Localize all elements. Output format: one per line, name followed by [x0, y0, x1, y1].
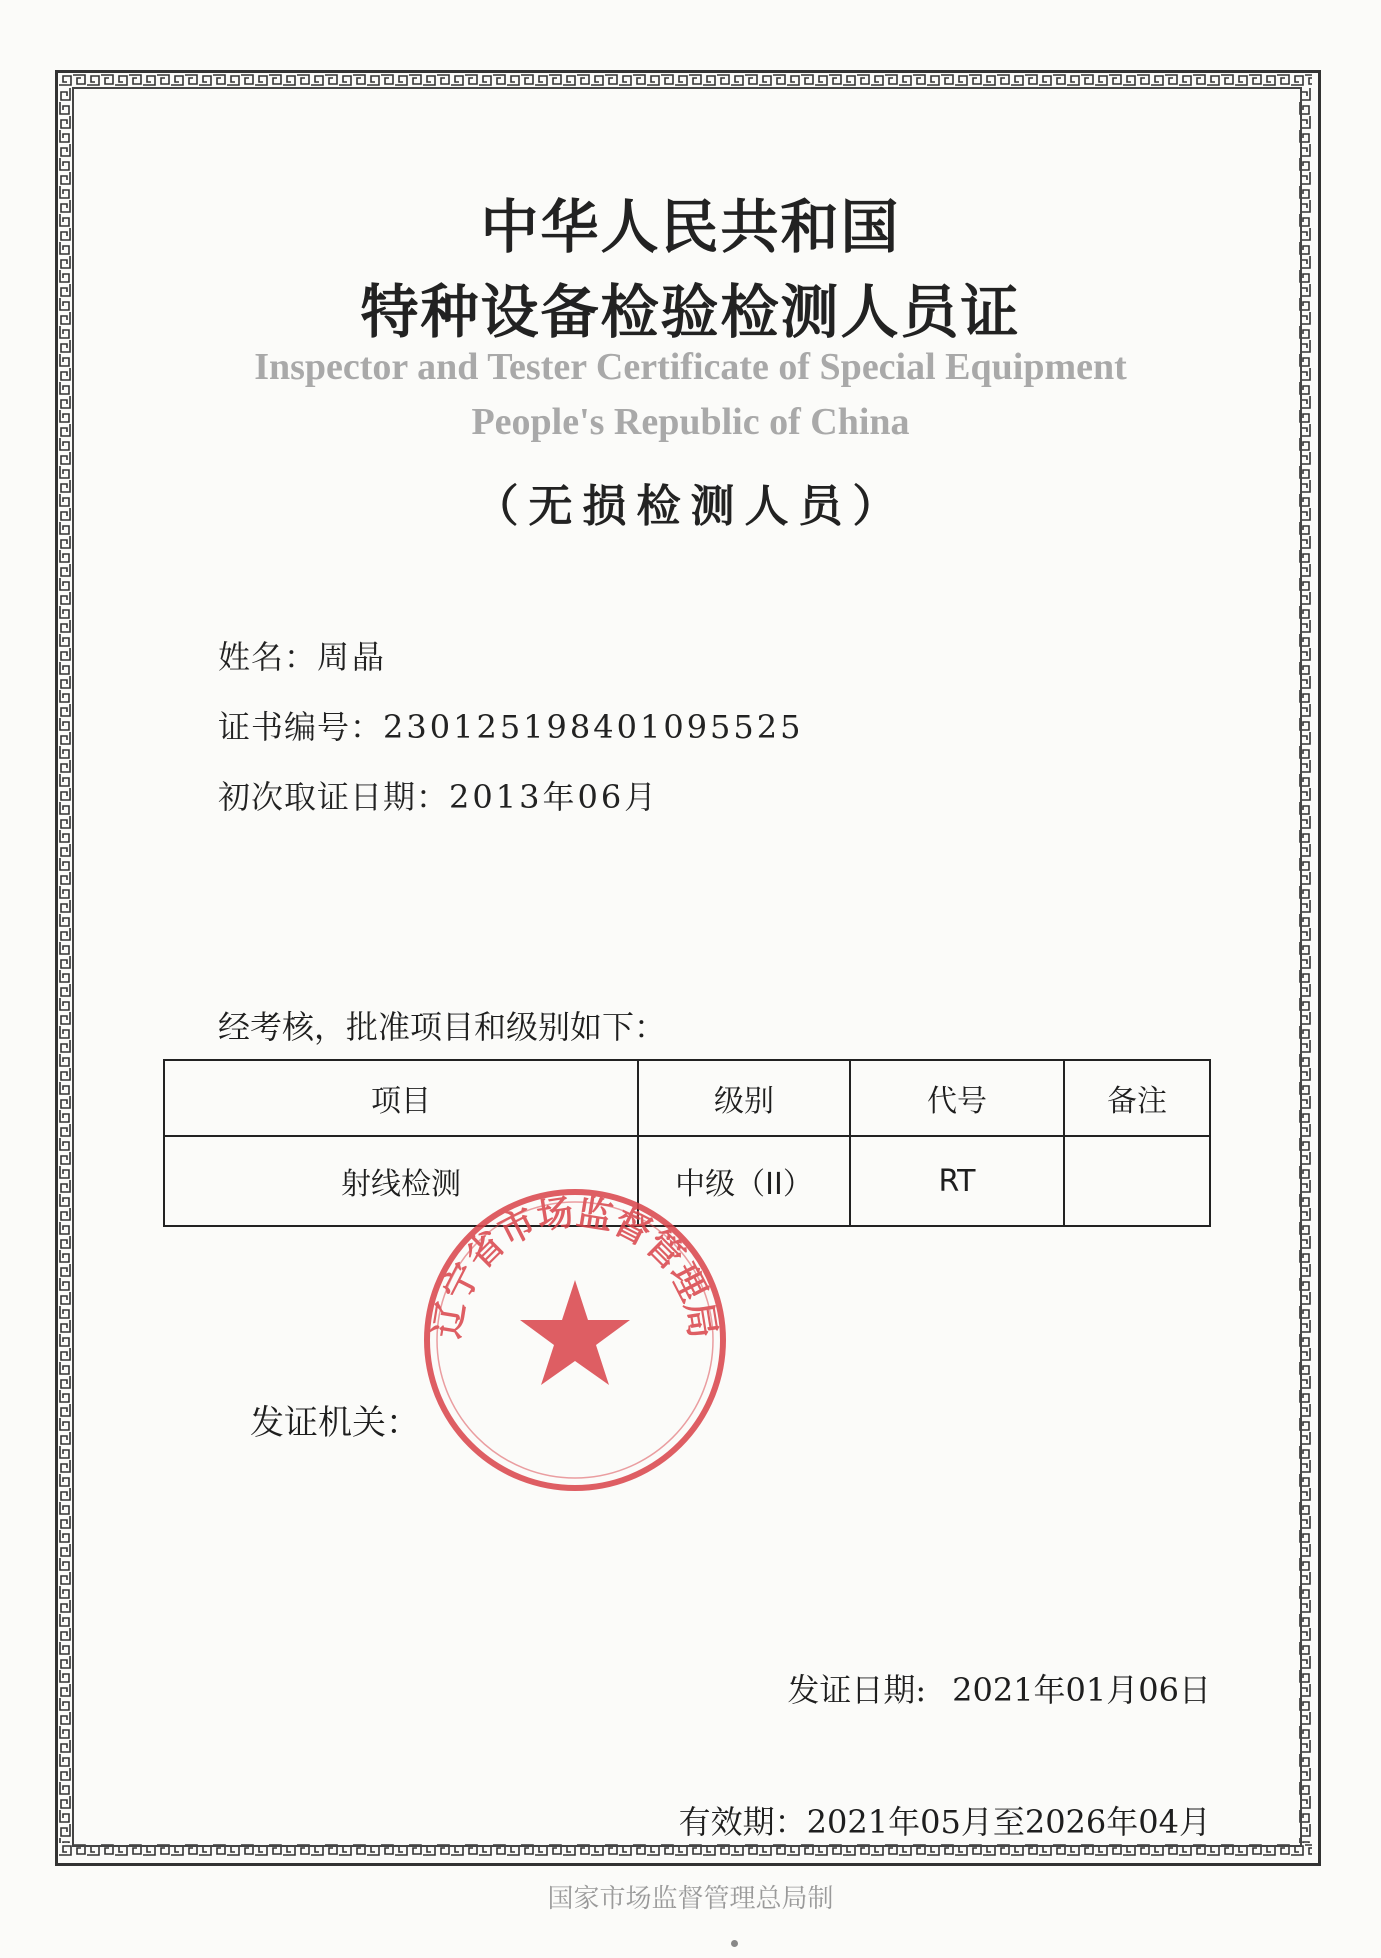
header-item: 项目: [164, 1060, 638, 1136]
issue-date-label: 发证日期:: [787, 1671, 927, 1709]
subtitle-category: （无损检测人员）: [474, 481, 907, 532]
header-remark: 备注: [1064, 1060, 1210, 1136]
seal-star-icon: [520, 1280, 630, 1385]
cert-number-label: 证书编号：: [218, 708, 384, 746]
cell-remark: [1064, 1136, 1210, 1226]
header-code: 代号: [850, 1060, 1064, 1136]
first-issue-value: 2013年06月: [449, 778, 660, 816]
first-issue-field: [218, 772, 659, 818]
table-header-row: [164, 1060, 1210, 1136]
holder-name-label: 姓名：: [218, 638, 318, 676]
header-level: 级别: [638, 1060, 850, 1136]
cell-item: 射线检测: [164, 1136, 638, 1226]
footer-issuer: 国家市场监督管理总局制: [547, 1884, 834, 1914]
seal-text: 辽宁省市场监督管理局: [426, 1191, 724, 1342]
title-country: 中华人民共和国: [480, 193, 901, 261]
title-certificate: 特种设备检验检测人员证: [360, 278, 1021, 346]
validity-field: [679, 1797, 1211, 1843]
validity-label: 有效期：: [678, 1803, 807, 1841]
scan-dot: [731, 1940, 738, 1947]
border-fret-top: [58, 73, 1312, 87]
validity-value: 2021年05月至2026年04月: [806, 1803, 1211, 1841]
cert-number-field: [218, 702, 803, 748]
title-english-line1: Inspector and Tester Certificate of Special Equipment: [254, 346, 1127, 388]
cert-number-value: 230125198401095525: [383, 708, 804, 746]
cell-code: RT: [850, 1136, 1064, 1226]
issuer-label: 发证机关：: [250, 1403, 420, 1443]
issue-date-field: [787, 1665, 1211, 1711]
holder-name-value: 周晶: [317, 638, 388, 676]
approval-note: 经考核，批准项目和级别如下：: [218, 1008, 667, 1046]
title-english-line2: People's Republic of China: [471, 401, 910, 443]
holder-name-field: [218, 632, 387, 678]
official-seal: [420, 1185, 730, 1495]
cell-level: 中级（II）: [638, 1136, 850, 1226]
first-issue-label: 初次取证日期：: [218, 778, 450, 816]
issue-date-value: 2021年01月06日: [952, 1671, 1211, 1709]
